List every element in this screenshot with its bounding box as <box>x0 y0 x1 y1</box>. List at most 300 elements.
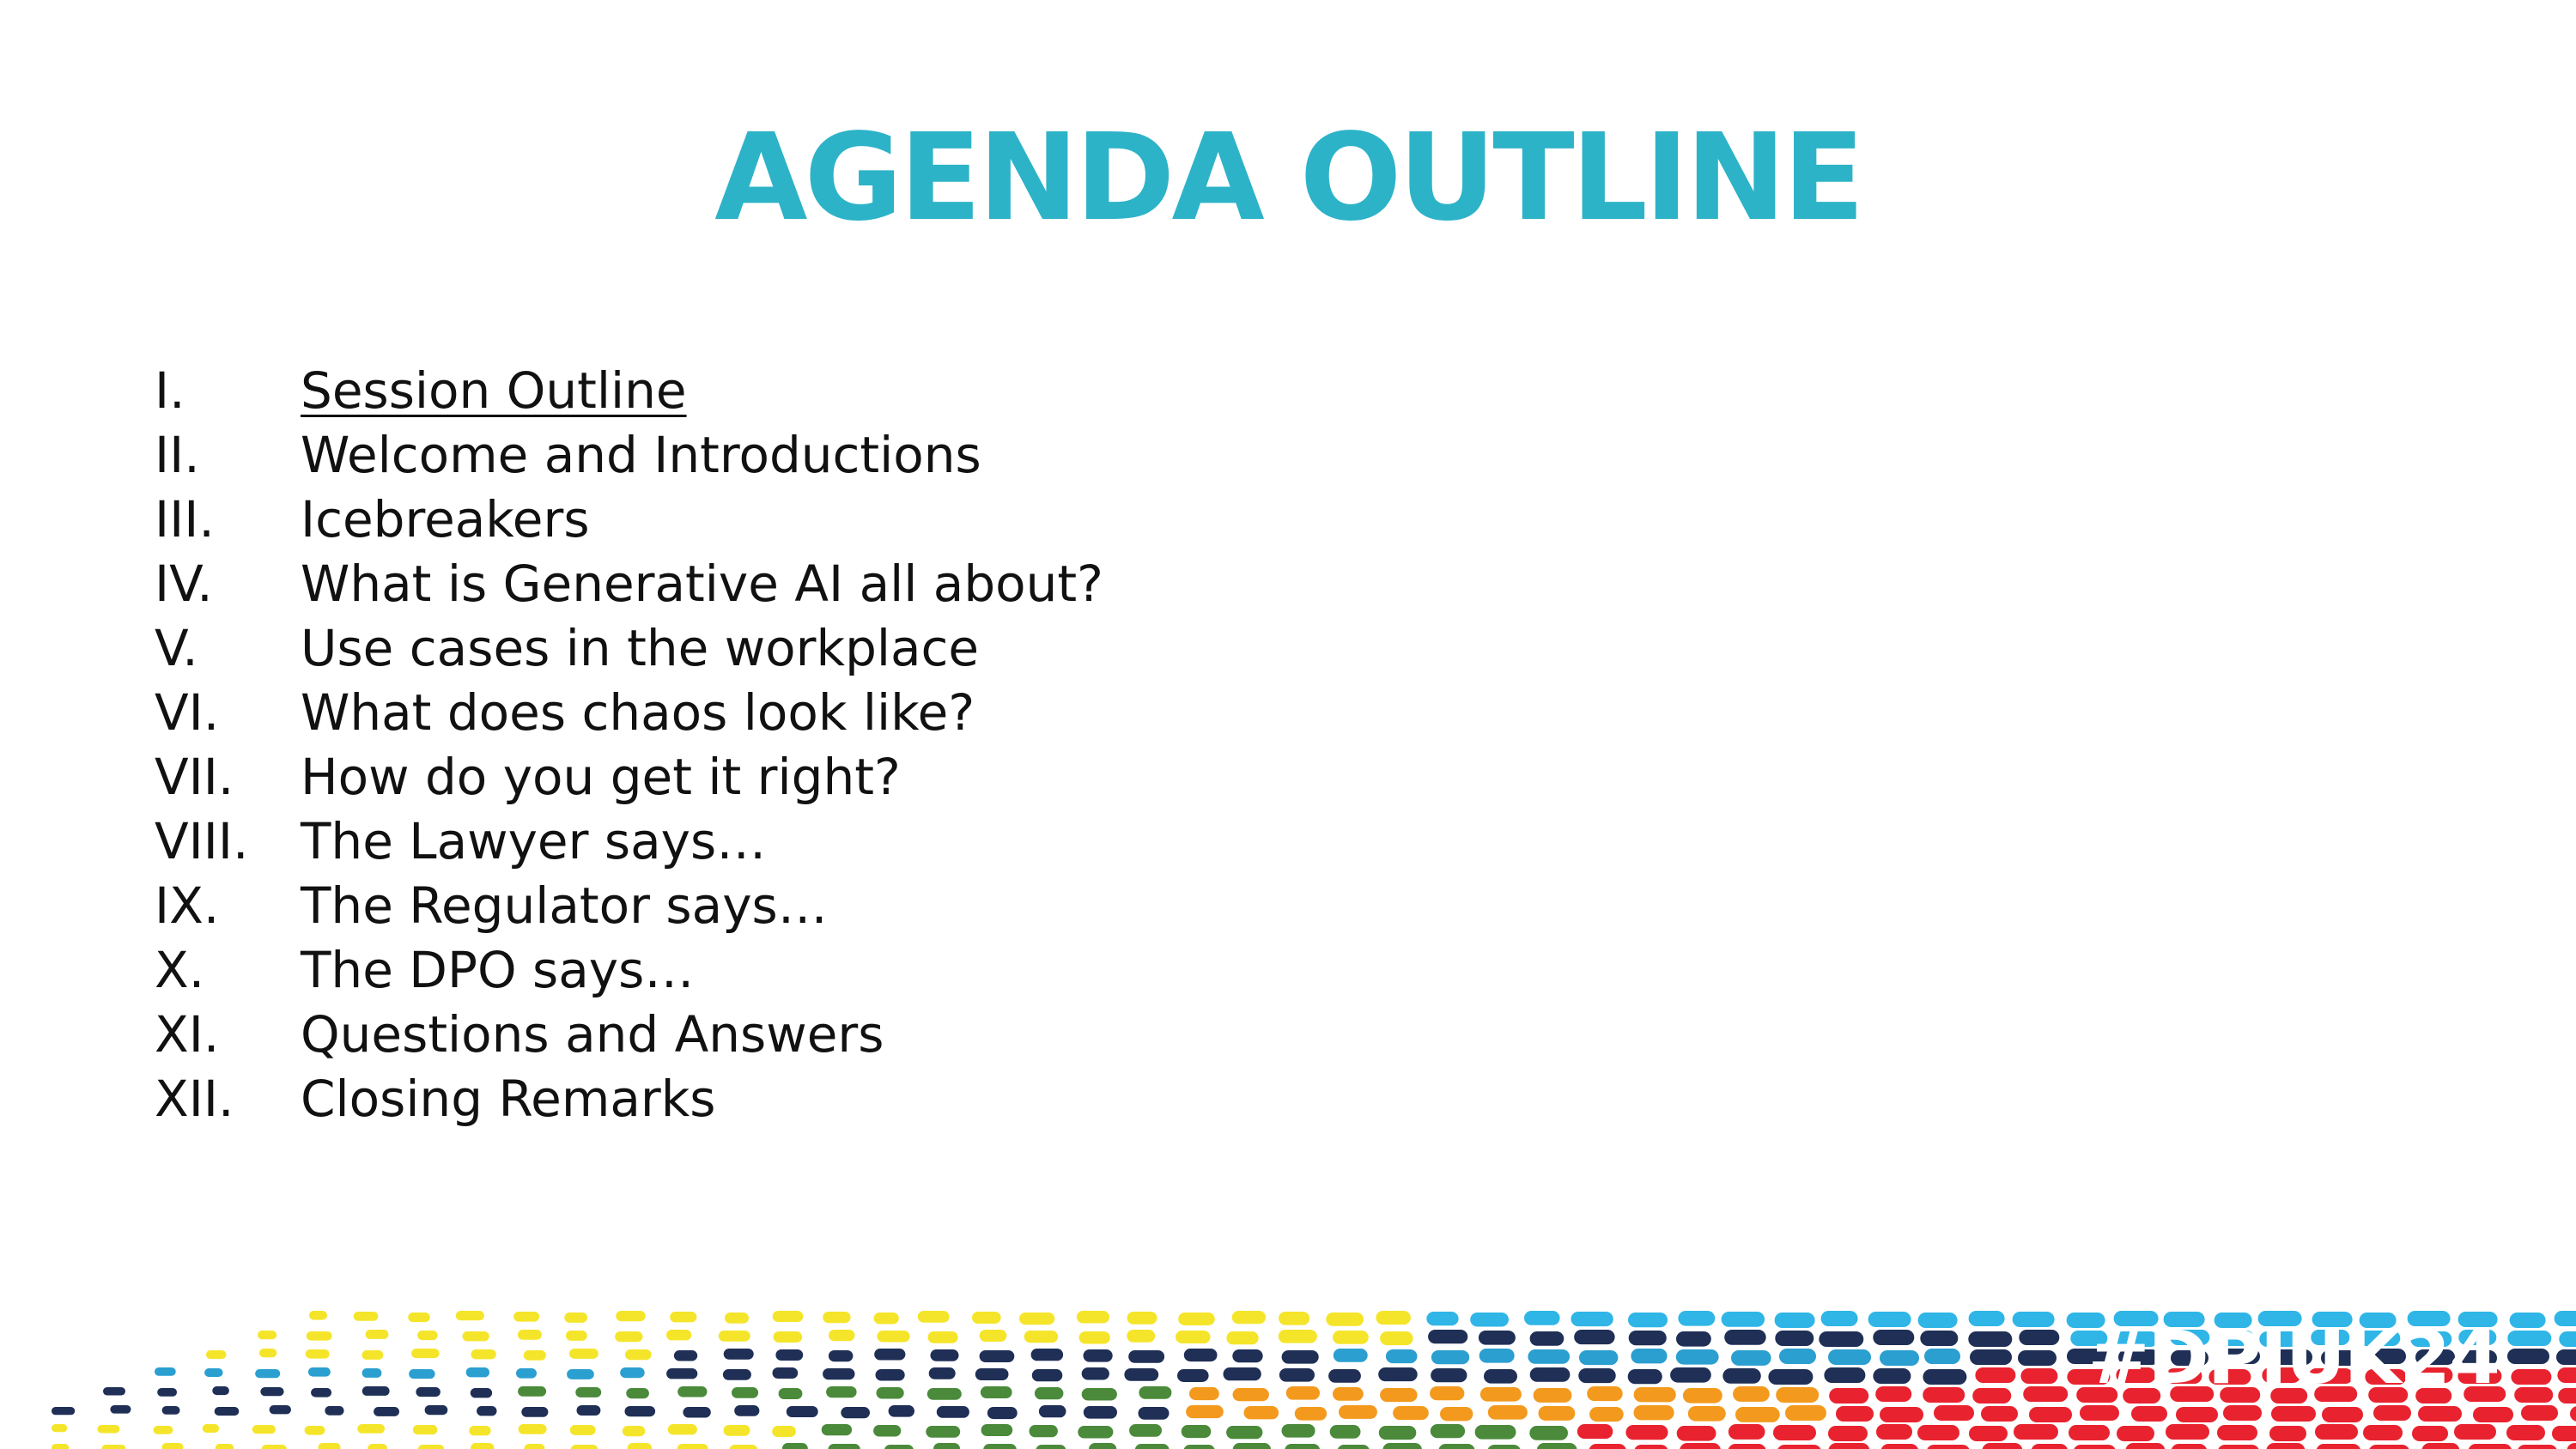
brush-dot <box>418 1445 445 1449</box>
brush-dot <box>1728 1444 1766 1449</box>
brush-dot <box>1578 1368 1615 1383</box>
brush-dot <box>1773 1425 1816 1440</box>
brush-dot <box>928 1331 958 1343</box>
brush-dot <box>1488 1405 1528 1420</box>
brush-dot <box>1339 1405 1377 1419</box>
brush-dot <box>259 1349 276 1357</box>
brush-dot <box>1587 1386 1623 1401</box>
brush-dot <box>354 1312 379 1321</box>
brush-dot <box>513 1312 539 1322</box>
agenda-item <box>155 359 1103 423</box>
brush-dot <box>203 1424 219 1433</box>
brush-dot <box>2166 1424 2209 1440</box>
brush-dot <box>575 1387 601 1397</box>
brush-dot <box>1530 1367 1571 1382</box>
brush-dot <box>2468 1444 2512 1449</box>
agenda-item-numeral: IX. <box>155 876 220 935</box>
brush-dot <box>2567 1443 2576 1449</box>
brush-dot <box>362 1386 390 1396</box>
brush-dot <box>1918 1313 1958 1328</box>
brush-dot <box>1326 1313 1364 1326</box>
brush-dot <box>155 1367 176 1376</box>
agenda-item <box>155 423 1103 488</box>
brush-dot <box>2514 1387 2553 1403</box>
brush-dot <box>471 1349 496 1359</box>
brush-dot <box>2510 1313 2546 1328</box>
brush-dot <box>874 1349 905 1361</box>
brush-dot <box>620 1367 645 1378</box>
brush-dot <box>1286 1386 1320 1400</box>
brush-dot <box>411 1349 440 1358</box>
brush-dot <box>1378 1367 1418 1381</box>
brush-dot <box>1819 1331 1863 1347</box>
brush-dot <box>409 1369 434 1379</box>
agenda-item <box>155 552 1103 616</box>
brush-dot <box>876 1369 905 1381</box>
brush-dot <box>2271 1406 2316 1422</box>
brush-dot <box>1880 1444 1918 1449</box>
brush-dot <box>1968 1331 2012 1347</box>
brush-dot <box>325 1406 343 1416</box>
agenda-item-text: Welcome and Introductions <box>301 426 981 484</box>
brush-dot <box>1777 1445 1821 1449</box>
brush-dot <box>1873 1330 1914 1345</box>
agenda-item-text: How do you get it right? <box>301 748 901 806</box>
brush-dot <box>1124 1368 1158 1381</box>
brush-dot <box>1078 1426 1113 1439</box>
brush-dot <box>1880 1407 1923 1422</box>
brush-dot <box>1484 1369 1517 1384</box>
brush-dot <box>2418 1406 2462 1422</box>
brush-dot <box>1923 1387 1965 1403</box>
brush-dot <box>1186 1405 1224 1418</box>
brush-dot <box>204 1368 223 1377</box>
agenda-item-numeral: VII. <box>155 748 234 806</box>
brush-dot <box>362 1350 384 1360</box>
brush-dot <box>1079 1331 1110 1344</box>
brush-dot <box>1184 1349 1218 1361</box>
brush-dot <box>628 1443 653 1449</box>
brush-dot <box>1431 1368 1467 1382</box>
brush-dot <box>975 1368 1009 1380</box>
brush-dot <box>2019 1330 2059 1345</box>
brush-dot <box>262 1445 287 1449</box>
brush-dot <box>2363 1425 2403 1440</box>
brush-dot <box>2373 1405 2411 1421</box>
brush-dot <box>677 1386 707 1397</box>
brush-dot <box>1722 1368 1761 1384</box>
brush-dot <box>1868 1312 1911 1327</box>
brush-dot <box>524 1444 544 1449</box>
agenda-item-numeral: VI. <box>155 683 220 742</box>
brush-dot <box>2511 1369 2551 1385</box>
brush-dot <box>518 1330 542 1340</box>
brush-dot <box>889 1405 914 1417</box>
brush-dot <box>2473 1407 2513 1422</box>
brush-dot <box>567 1369 594 1379</box>
agenda-item-numeral: XII. <box>155 1070 234 1128</box>
brush-dot <box>774 1331 803 1343</box>
brush-dot <box>1589 1444 1626 1449</box>
brush-dot <box>1032 1369 1063 1381</box>
brush-dot <box>2014 1424 2058 1440</box>
brush-dot <box>417 1331 438 1340</box>
brush-dot <box>52 1424 67 1432</box>
brush-dot <box>1969 1426 2008 1441</box>
brush-dot <box>723 1369 751 1380</box>
brush-dot <box>255 1369 280 1378</box>
brush-dot <box>1688 1406 1726 1422</box>
brush-dot <box>1724 1330 1766 1345</box>
brush-dot <box>1480 1387 1522 1402</box>
brush-dot <box>1785 1405 1826 1421</box>
agenda-item-text: The Lawyer says… <box>301 812 767 870</box>
brush-dot <box>1676 1331 1711 1347</box>
agenda-item-text: What does chaos look like? <box>301 683 975 742</box>
brush-dot <box>2269 1426 2306 1441</box>
brush-dot <box>1775 1313 1815 1328</box>
brush-dot <box>319 1443 341 1449</box>
brush-dot <box>52 1444 69 1449</box>
brush-dot <box>2020 1368 2057 1384</box>
brush-dot <box>828 1444 860 1449</box>
brush-dot <box>357 1424 385 1434</box>
brush-dot <box>668 1424 697 1434</box>
brush-dot <box>1776 1387 1819 1403</box>
brush-dot <box>1981 1406 2018 1422</box>
brush-dot <box>1030 1425 1058 1437</box>
brush-dot <box>981 1424 1013 1436</box>
brush-dot <box>724 1349 754 1360</box>
brush-dot <box>1975 1367 2015 1383</box>
agenda-item <box>155 1003 1103 1067</box>
brush-dot <box>719 1331 750 1342</box>
brush-dot <box>2217 1445 2259 1449</box>
brush-dot <box>670 1312 696 1322</box>
brush-dot <box>2558 1388 2576 1404</box>
brush-dot <box>2073 1445 2116 1449</box>
brush-dot <box>97 1425 119 1434</box>
brush-dot <box>413 1425 438 1434</box>
brush-dot <box>2069 1425 2110 1440</box>
agenda-item-numeral: III. <box>155 490 215 549</box>
brush-dot <box>1176 1331 1211 1343</box>
brush-dot <box>408 1313 429 1322</box>
brush-dot <box>1077 1311 1109 1324</box>
brush-dot <box>1337 1445 1370 1449</box>
brush-dot <box>2555 1311 2576 1326</box>
brush-dot <box>1139 1386 1171 1399</box>
brush-dot <box>980 1330 1007 1342</box>
brush-dot <box>524 1350 546 1361</box>
brush-dot <box>2031 1444 2068 1449</box>
brush-dot <box>1579 1350 1618 1365</box>
brush-dot <box>1428 1330 1467 1343</box>
brush-dot <box>1969 1311 2005 1326</box>
brush-dot <box>466 1367 489 1377</box>
brush-dot <box>2315 1424 2358 1440</box>
brush-dot <box>1683 1388 1722 1404</box>
agenda-item-numeral: XI. <box>155 1005 220 1064</box>
brush-dot <box>252 1425 276 1434</box>
brush-dot <box>1019 1313 1054 1325</box>
brush-dot <box>829 1350 854 1361</box>
brush-dot <box>918 1311 950 1323</box>
brush-dot <box>1183 1445 1215 1449</box>
brush-dot <box>309 1311 327 1320</box>
brush-dot <box>1972 1388 2011 1404</box>
brush-dot <box>1082 1367 1109 1380</box>
brush-dot <box>1634 1445 1668 1449</box>
brush-dot <box>1873 1368 1911 1384</box>
brush-dot <box>1282 1350 1319 1364</box>
hashtag-logo: #DPIUK24 <box>2087 1315 2499 1401</box>
brush-dot <box>734 1405 759 1416</box>
brush-dot <box>1875 1386 1911 1402</box>
brush-dot <box>1670 1367 1711 1383</box>
brush-dot <box>425 1405 448 1415</box>
brush-dot <box>1479 1331 1516 1345</box>
brush-dot <box>623 1426 646 1436</box>
agenda-item <box>155 681 1103 745</box>
brush-dot <box>456 1311 484 1320</box>
brush-dot <box>308 1367 331 1377</box>
brush-dot <box>570 1425 596 1435</box>
brush-dot <box>162 1443 184 1449</box>
brush-dot <box>569 1349 598 1359</box>
brush-dot <box>1677 1426 1716 1441</box>
brush-dot <box>577 1405 601 1416</box>
slide-title: AGENDA OUTLINE <box>714 108 1862 248</box>
brush-dot <box>564 1313 587 1323</box>
agenda-item-link[interactable]: Session Outline <box>301 361 687 420</box>
brush-dot <box>2018 1350 2057 1366</box>
brush-dot <box>2080 1405 2119 1421</box>
brush-dot <box>884 1445 914 1449</box>
brush-dot <box>1178 1313 1215 1325</box>
brush-dot <box>1135 1444 1170 1449</box>
brush-dot <box>1631 1349 1667 1363</box>
brush-dot <box>773 1367 799 1379</box>
brush-dot <box>311 1388 331 1397</box>
brush-dot <box>1127 1312 1157 1325</box>
brush-dot <box>2506 1425 2545 1440</box>
brush-dot <box>2125 1443 2165 1449</box>
brush-dot <box>823 1312 850 1323</box>
brush-dot <box>1876 1424 1912 1440</box>
brush-dot <box>677 1444 708 1449</box>
agenda-item-text: The Regulator says… <box>301 876 828 935</box>
brush-dot <box>1334 1349 1368 1362</box>
brush-dot <box>877 1331 909 1343</box>
brush-dot <box>2368 1445 2409 1449</box>
brush-dot <box>1084 1406 1117 1419</box>
brush-dot <box>1393 1406 1429 1420</box>
brush-dot <box>1330 1425 1361 1439</box>
brush-dot <box>1431 1424 1465 1438</box>
brush-dot <box>516 1368 537 1379</box>
brush-dot <box>1680 1443 1721 1449</box>
brush-dot <box>1728 1424 1765 1440</box>
brush-dot <box>1829 1388 1868 1404</box>
brush-dot <box>927 1388 962 1400</box>
brush-dot <box>937 1406 969 1418</box>
brush-dot <box>260 1387 283 1396</box>
brush-dot <box>1226 1331 1258 1344</box>
brush-dot <box>1836 1406 1874 1422</box>
brush-dot <box>1282 1424 1315 1438</box>
brush-dot <box>981 1386 1012 1398</box>
brush-dot <box>1328 1369 1361 1383</box>
brush-dot <box>2171 1444 2207 1449</box>
brush-dot <box>206 1350 227 1359</box>
brush-dot <box>2223 1405 2262 1421</box>
brush-dot <box>2029 1407 2072 1422</box>
brush-dot <box>779 1388 803 1399</box>
brush-dot <box>1386 1349 1418 1363</box>
brush-dot <box>571 1445 598 1449</box>
brush-dot <box>1139 1407 1170 1420</box>
brush-dot <box>724 1425 750 1436</box>
agenda-item <box>155 745 1103 809</box>
brush-dot <box>1920 1331 1958 1346</box>
brush-dot <box>1279 1368 1315 1382</box>
brush-dot <box>362 1368 382 1378</box>
brush-dot <box>1574 1330 1614 1344</box>
brush-dot <box>1589 1407 1624 1422</box>
brush-dot <box>416 1387 440 1397</box>
brush-dot <box>471 1443 494 1449</box>
brush-dot <box>1880 1350 1919 1366</box>
brush-dot <box>626 1388 649 1398</box>
brush-dot <box>1828 1443 1869 1449</box>
brush-dot <box>1926 1445 1970 1449</box>
agenda-item <box>155 938 1103 1003</box>
brush-dot <box>157 1388 177 1397</box>
brush-dot <box>2131 1406 2167 1422</box>
brush-dot <box>1828 1349 1871 1365</box>
brush-dot <box>1089 1443 1116 1449</box>
agenda-item <box>155 809 1103 874</box>
brush-dot <box>518 1386 546 1397</box>
brush-dot <box>2507 1349 2549 1364</box>
brush-dot <box>212 1386 229 1395</box>
agenda-item-text: Questions and Answers <box>301 1005 884 1064</box>
brush-dot <box>2557 1367 2576 1383</box>
brush-dot <box>2217 1425 2257 1440</box>
brush-dot <box>829 1330 855 1341</box>
brush-dot <box>1629 1331 1667 1345</box>
brush-dot <box>1024 1331 1058 1343</box>
agenda-item-numeral: V. <box>155 619 198 677</box>
brush-dot <box>972 1312 1001 1324</box>
brush-dot <box>666 1368 697 1379</box>
brush-dot <box>873 1425 901 1437</box>
brush-dot <box>52 1407 75 1415</box>
brush-dot <box>782 1443 808 1449</box>
brush-dot <box>1182 1425 1212 1438</box>
brush-dot <box>1082 1388 1117 1401</box>
brush-dot <box>1934 1405 1974 1421</box>
brush-dot <box>773 1311 804 1322</box>
agenda-item-text: What is Generative AI all about? <box>301 555 1103 613</box>
brush-dot <box>1127 1330 1155 1343</box>
brush-dot <box>1529 1426 1568 1440</box>
brush-dot <box>772 1426 796 1437</box>
agenda-item-text: Icebreakers <box>301 490 590 549</box>
agenda-item-text: Use cases in the workplace <box>301 619 980 677</box>
brush-dot <box>2322 1407 2363 1422</box>
brush-dot <box>625 1406 656 1416</box>
brush-dot <box>1982 1443 2022 1449</box>
brush-dot <box>787 1406 818 1417</box>
brush-dot <box>729 1445 757 1449</box>
brush-dot <box>2316 1444 2360 1449</box>
brush-dot <box>2176 1407 2218 1422</box>
brush-dot <box>366 1330 389 1339</box>
brush-dot <box>2266 1443 2305 1449</box>
brush-dot <box>2570 1406 2576 1422</box>
brush-dot <box>1821 1311 1858 1326</box>
agenda-item-numeral: II. <box>155 426 200 484</box>
brush-dot <box>1479 1349 1515 1363</box>
brush-dot <box>1031 1349 1064 1361</box>
brush-dot <box>1534 1388 1572 1403</box>
brush-dot <box>2013 1312 2055 1327</box>
brush-dot <box>1722 1312 1765 1327</box>
brush-dot <box>368 1444 387 1449</box>
brush-dot <box>2421 1443 2459 1449</box>
agenda-item <box>155 616 1103 681</box>
brush-dot <box>519 1424 547 1434</box>
brush-dot <box>1924 1349 1960 1364</box>
brush-dot <box>1224 1367 1261 1380</box>
agenda-item-numeral: VIII. <box>155 812 249 870</box>
brush-dot <box>154 1426 173 1434</box>
brush-dot <box>666 1330 691 1340</box>
brush-dot <box>1430 1386 1464 1400</box>
agenda-item <box>155 488 1103 552</box>
brush-dot <box>1279 1330 1317 1343</box>
brush-dot <box>1634 1405 1674 1420</box>
brush-dot <box>1233 1443 1271 1449</box>
brush-dot <box>1828 1426 1868 1441</box>
brush-dot <box>1226 1426 1262 1439</box>
brush-dot <box>1036 1445 1066 1449</box>
brush-dot <box>2023 1386 2068 1402</box>
brush-dot <box>477 1406 496 1416</box>
brush-dot <box>823 1368 854 1379</box>
brush-dot <box>822 1424 852 1435</box>
brush-dot <box>841 1407 870 1418</box>
brush-dot <box>931 1349 959 1361</box>
brush-dot <box>775 1349 803 1361</box>
brush-dot <box>2454 1424 2496 1440</box>
brush-dot <box>1530 1331 1564 1346</box>
brush-dot <box>683 1407 710 1418</box>
brush-dot <box>1923 1369 1966 1385</box>
brush-dot <box>215 1407 240 1416</box>
brush-dot <box>1039 1405 1066 1417</box>
brush-dot <box>1470 1313 1509 1327</box>
brush-dot <box>1333 1331 1369 1344</box>
brush-dot <box>1128 1350 1164 1363</box>
brush-dot <box>1189 1387 1219 1400</box>
brush-dot <box>566 1331 587 1341</box>
agenda-item <box>155 874 1103 938</box>
agenda-item-text: The DPO says… <box>301 941 695 999</box>
agenda-item <box>155 1067 1103 1131</box>
